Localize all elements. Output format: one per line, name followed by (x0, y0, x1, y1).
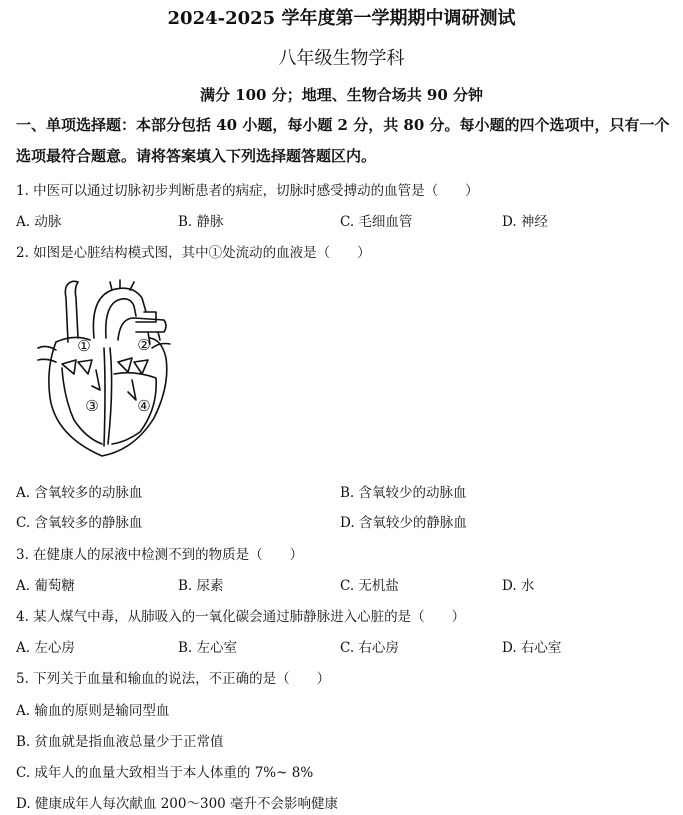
question-1-option-a: A. 动脉 (16, 214, 62, 230)
question-2-option-b: B. 含氧较少的动脉血 (340, 485, 467, 501)
question-4-option-b: B. 左心室 (178, 640, 238, 656)
question-4-option-a: A. 左心房 (16, 640, 75, 656)
label-1: ① (77, 337, 91, 355)
question-2-stem: 2. 如图是心脏结构模式图，其中①处流动的血液是（ ） (16, 245, 371, 261)
exam-subject: 八年级生物学科 (278, 48, 405, 69)
question-4-stem: 4. 某人煤气中毒，从肺吸入的一氧化碳会通过肺静脉进入心脏的是（ ） (16, 609, 466, 625)
question-5-option-c: C. 成年人的血量大致相当于本人体重的 7%~ 8% (16, 765, 314, 781)
question-2-option-d: D. 含氧较少的静脉血 (340, 515, 467, 531)
question-1-option-b: B. 静脉 (178, 214, 224, 230)
question-1-option-d: D. 神经 (502, 214, 548, 230)
question-3-stem: 3. 在健康人的尿液中检测不到的物质是（ ） (16, 547, 304, 563)
question-5-option-d: D. 健康成年人每次献血 200～300 毫升不会影响健康 (16, 796, 339, 812)
question-3-option-b: B. 尿素 (178, 578, 224, 594)
heart-diagram (34, 278, 176, 460)
question-3-option-d: D. 水 (502, 578, 535, 594)
question-2-option-c: C. 含氧较多的静脉血 (16, 515, 143, 531)
label-3: ③ (85, 397, 99, 415)
exam-info: 满分 100 分；地理、生物合场共 90 分钟 (199, 86, 484, 104)
question-1-stem: 1. 中医可以通过切脉初步判断患者的病症，切脉时感受搏动的血管是（ ） (16, 183, 479, 199)
question-2-option-a: A. 含氧较多的动脉血 (16, 485, 143, 501)
label-2: ② (137, 336, 151, 354)
question-3-option-a: A. 葡萄糖 (16, 578, 75, 594)
exam-title: 2024-2025 学年度第一学期期中调研测试 (167, 8, 516, 29)
question-5-stem: 5. 下列关于血量和输血的说法，不正确的是（ ） (16, 671, 331, 687)
question-4-option-d: D. 右心室 (502, 640, 562, 656)
question-5-option-a: A. 输血的原则是输同型血 (16, 703, 170, 719)
question-4-option-c: C. 右心房 (340, 640, 399, 656)
label-4: ④ (137, 397, 151, 415)
question-5-option-b: B. 贫血就是指血液总量少于正常值 (16, 734, 224, 750)
question-3-option-c: C. 无机盐 (340, 578, 399, 594)
section-heading: 一、单项选择题：本部分包括 40 小题，每小题 2 分，共 80 分。每小题的四个选项中，只有一个选项最符合题意。请将答案填入下列选择题答题区内。 (16, 116, 670, 165)
question-1-option-c: C. 毛细血管 (340, 214, 413, 230)
